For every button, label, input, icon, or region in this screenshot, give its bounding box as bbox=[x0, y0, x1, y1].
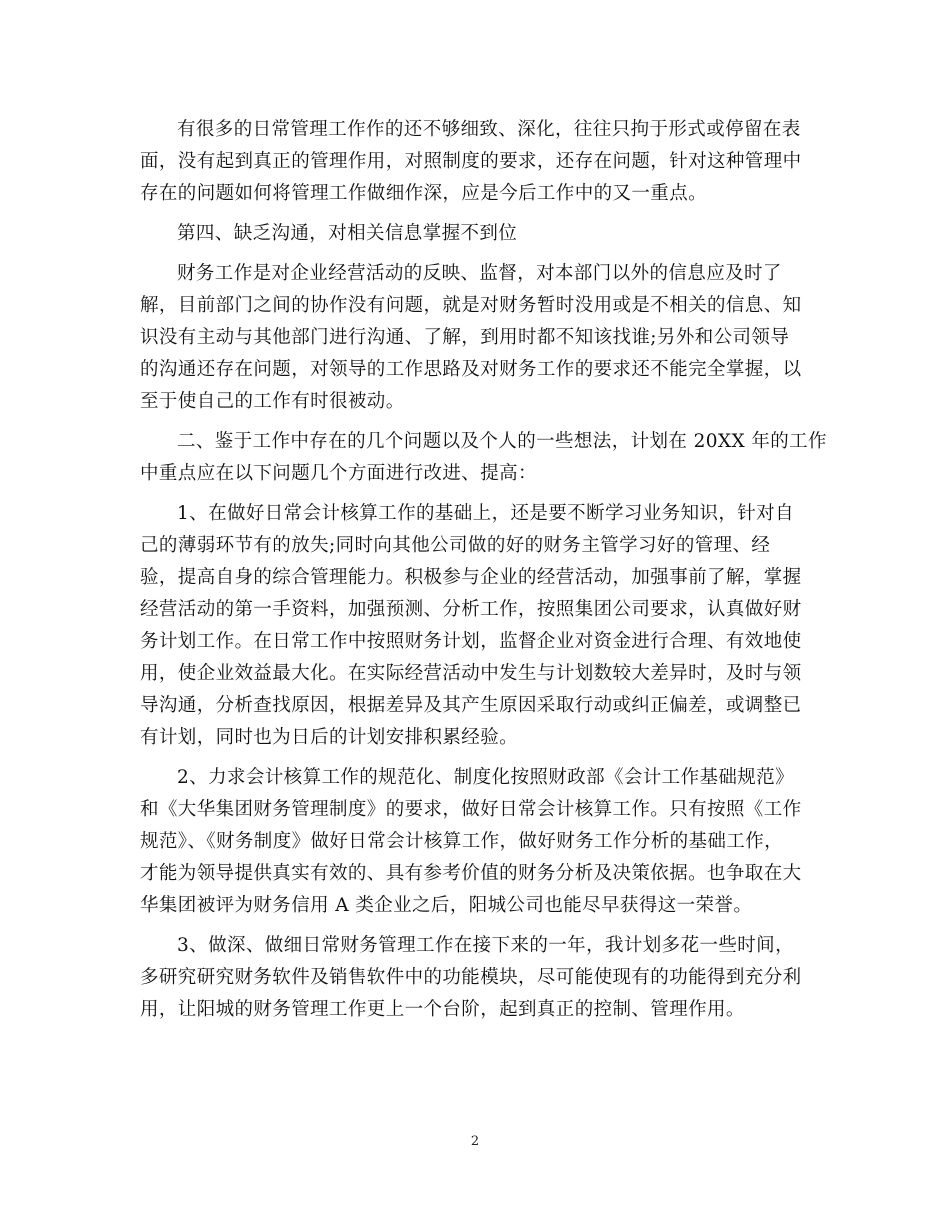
paragraph-item-2 bbox=[140, 762, 808, 922]
page-number: 2 bbox=[470, 1134, 480, 1149]
text-line: 识没有主动与其他部门进行沟通、了解，到用时都不知该找谁;另外和公司领导 bbox=[140, 327, 790, 348]
text-line: 1、在做好日常会计核算工作的基础上，还是要不断学习业务知识，针对自 bbox=[177, 503, 794, 524]
text-line: 解，目前部门之间的协作没有问题，就是对财务暂时没用或是不相关的信息、知 bbox=[140, 295, 802, 316]
text-line: 经营活动的第一手资料，加强预测、分析工作，按照集团公司要求，认真做好财 bbox=[140, 599, 802, 620]
text-line: 有计划，同时也为日后的计划安排积累经验。 bbox=[140, 727, 519, 748]
text-line: 导沟通，分析查找原因，根据差异及其产生原因采取行动或纠正偏差，或调整已 bbox=[140, 695, 802, 716]
text-line: 的沟通还存在问题，对领导的工作思路及对财务工作的要求还不能完全掌握，以 bbox=[140, 359, 802, 380]
text-line: 第四、缺乏沟通，对相关信息掌握不到位 bbox=[177, 223, 518, 244]
text-line: 多研究研究财务软件及销售软件中的功能模块，尽可能使现有的功能得到充分利 bbox=[140, 967, 802, 988]
text-line: 用，使企业效益最大化。在实际经营活动中发生与计划数较大差异时，及时与领 bbox=[140, 663, 802, 684]
text-line: 规范》、《财务制度》做好日常会计核算工作，做好财务工作分析的基础工作， bbox=[140, 831, 784, 852]
text-line: 2、力求会计核算工作的规范化、制度化按照财政部《会计工作基础规范》 bbox=[177, 767, 794, 788]
text-line: 有很多的日常管理工作作的还不够细致、深化，往往只拘于形式或停留在表 bbox=[177, 119, 801, 140]
text-line: 至于使自己的工作有时很被动。 bbox=[140, 391, 405, 412]
paragraph-communication bbox=[140, 258, 808, 418]
text-line: 和《大华集团财务管理制度》的要求，做好日常会计核算工作。只有按照《工作 bbox=[140, 799, 802, 820]
text-line: 才能为领导提供真实有效的、具有参考价值的财务分析及决策依据。也争取在大 bbox=[140, 863, 802, 884]
document-body bbox=[140, 114, 827, 1026]
paragraph-item-1 bbox=[140, 498, 808, 754]
text-line: 面，没有起到真正的管理作用，对照制度的要求，还存在问题，针对这种管理中 bbox=[140, 151, 802, 172]
text-line: 务计划工作。在日常工作中按照财务计划，监督企业对资金进行合理、有效地使 bbox=[140, 631, 802, 652]
text-line: 验，提高自身的综合管理能力。积极参与企业的经营活动，加强事前了解，掌握 bbox=[140, 567, 802, 588]
heading-fourth-point bbox=[140, 218, 808, 250]
text-line: 华集团被评为财务信用 A 类企业之后，阳城公司也能尽早获得这一荣誉。 bbox=[140, 895, 753, 916]
text-line: 财务工作是对企业经营活动的反映、监督，对本部门以外的信息应及时了 bbox=[177, 263, 782, 284]
text-line: 3、做深、做细日常财务管理工作在接下来的一年，我计划多花一些时间， bbox=[177, 935, 794, 956]
text-line: 存在的问题如何将管理工作做细作深，应是今后工作中的又一重点。 bbox=[140, 183, 708, 204]
text-line: 己的薄弱环节有的放失;同时向其他公司做的好的财务主管学习好的管理、经 bbox=[140, 535, 771, 556]
text-line: 中重点应在以下问题几个方面进行改进、提高： bbox=[140, 463, 537, 484]
paragraph-item-3 bbox=[140, 930, 808, 1026]
text-line: 用，让阳城的财务管理工作更上一个台阶，起到真正的控制、管理作用。 bbox=[140, 999, 745, 1020]
paragraph-management-detail bbox=[140, 114, 808, 210]
paragraph-plan-intro bbox=[140, 426, 827, 490]
text-line: 二、鉴于工作中存在的几个问题以及个人的一些想法，计划在 20XX 年的工作 bbox=[177, 431, 827, 452]
